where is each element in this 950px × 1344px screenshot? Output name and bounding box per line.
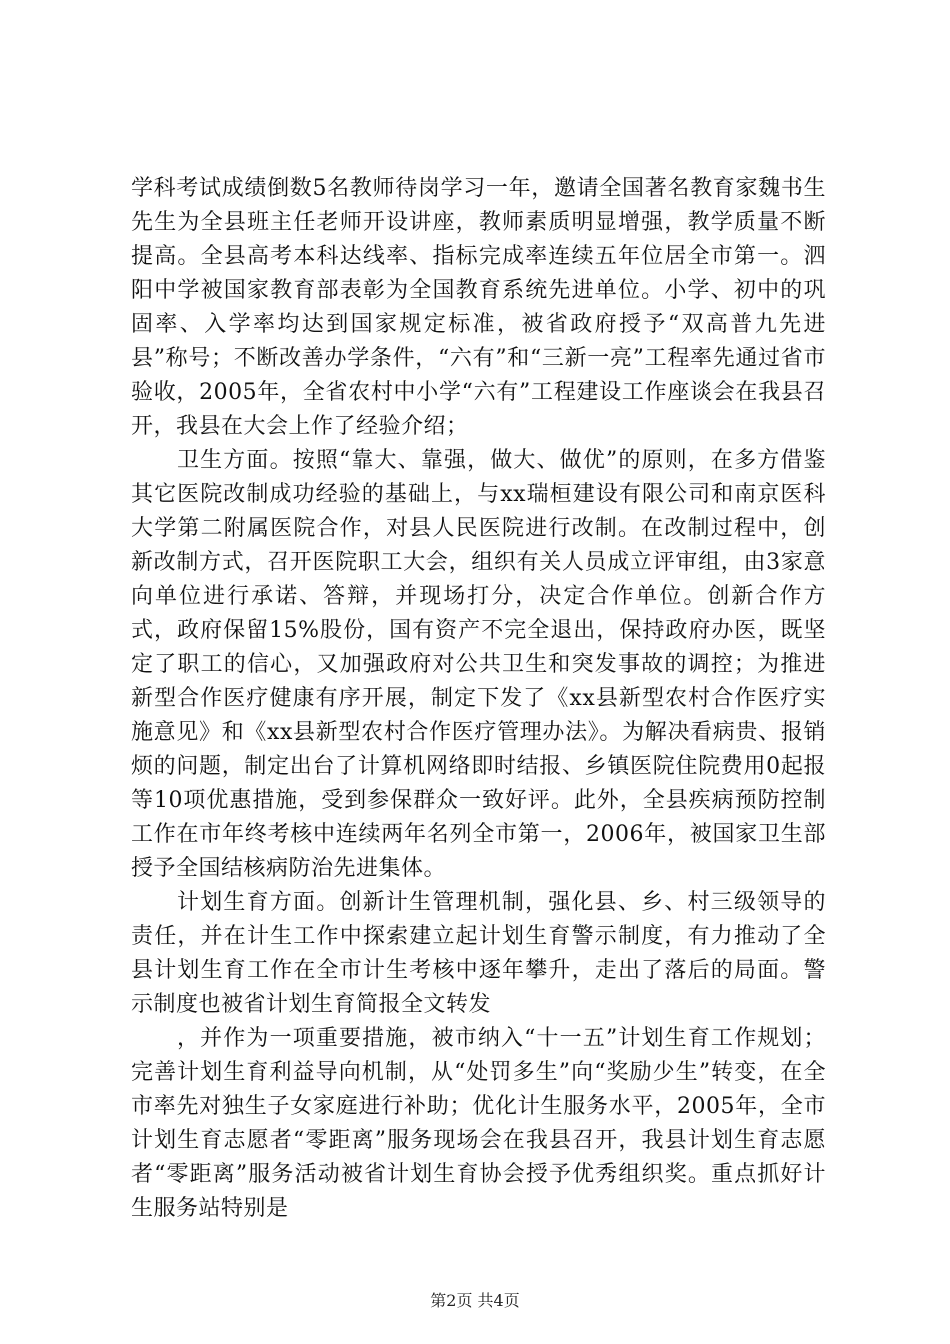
paragraph-education: 学科考试成绩倒数5名教师待岗学习一年，邀请全国著名教育家魏书生先生为全县班主任老师开设讲座，教师素质明显增强，教学质量不断提高。全县高考本科达线率、指标完成率连续五年位居全市第一。泗阳中学被国家教育部表彰为全国教育系统先进单位。小学、初中的巩固率、入学率均达到国家规定标准，被省政府授予“双高普九先进县”称号；不断改善办学条件，“六有”和“三新一亮”工程率先通过省市验收，2005年，全省农村中小学“六有”工程建设工作座谈会在我县召开，我县在大会上作了经验介绍；: [131, 176, 826, 439]
paragraph-health: 卫生方面。按照“靠大、靠强，做大、做优”的原则，在多方借鉴其它医院改制成功经验的基础上，与xx瑞桓建设有限公司和南京医科大学第二附属医院合作，对县人民医院进行改制。在改制过程中，创新改制方式，召开医院职工大会，组织有关人员成立评审组，由3家意向单位进行承诺、答辩，并现场打分，决定合作单位。创新合作方式，政府保留15%股份，国有资产不完全退出，保持政府办医，既坚定了职工的信心，又加强政府对公共卫生和突发事故的调控；为推进新型合作医疗健康有序开展，制定下发了《xx县新型农村合作医疗实施意见》和《xx县新型农村合作医疗管理办法》。为解决看病贵、报销烦的问题，制定出台了计算机网络即时结报、乡镇医院住院费用0起报等10项优惠措施，受到参保群众一致好评。此外，全县疾病预防控制工作在市年终考核中连续两年名列全市第一，2006年，被国家卫生部授予全国结核病防治先进集体。: [131, 448, 826, 881]
page-footer: 第2页 共4页: [430, 1291, 520, 1310]
document-body: [131, 172, 826, 1226]
paragraph-family-planning: 计划生育方面。创新计生管理机制，强化县、乡、村三级领导的责任，并在计生工作中探索建立起计划生育警示制度，有力推动了全县计划生育工作在全市计生考核中逐年攀升，走出了落后的局面。警示制度也被省计划生育简报全文转发: [131, 890, 826, 1017]
paragraph-family-planning-continued: ，并作为一项重要措施，被市纳入“十一五”计划生育工作规划；完善计划生育利益导向机制，从“处罚多生”向“奖励少生”转变，在全市率先对独生子女家庭进行补助；优化计生服务水平，2005年，全市计划生育志愿者“零距离”服务现场会在我县召开，我县计划生育志愿者“零距离”服务活动被省计划生育协会授予优秀组织奖。重点抓好计生服务站特别是: [131, 1026, 826, 1221]
